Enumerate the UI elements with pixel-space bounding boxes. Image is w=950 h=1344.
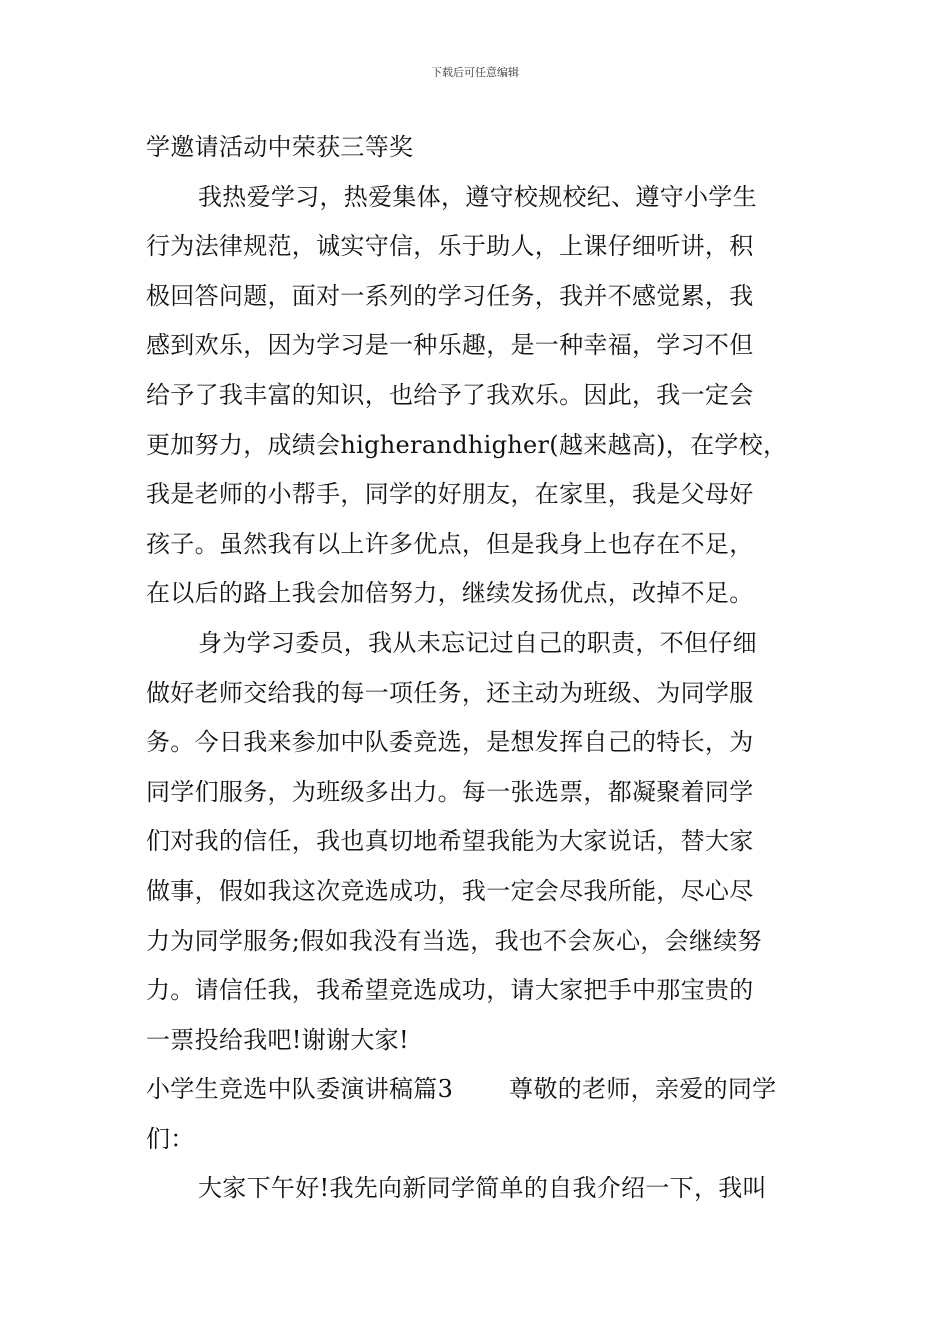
page-header-note: 下载后可任意编辑: [431, 66, 519, 79]
text-line: 更加努力，成绩会higherandhigher(越来越高)，在学校，: [146, 430, 788, 459]
text-line: 我是老师的小帮手，同学的好朋友，在家里，我是父母好: [146, 480, 754, 509]
text-line: 在以后的路上我会加倍努力，继续发扬优点，改掉不足。: [146, 579, 754, 608]
text-line: 给予了我丰富的知识，也给予了我欢乐。因此，我一定会: [146, 380, 754, 409]
text-line: 孩子。虽然我有以上许多优点，但是我身上也存在不足，: [146, 529, 754, 558]
text-line: 们：: [146, 1124, 195, 1153]
salutation: 尊敬的老师，亲爱的同学: [509, 1075, 777, 1104]
section-title-line: [146, 1065, 806, 1115]
text-line: 同学们服务，为班级多出力。每一张选票，都凝聚着同学: [146, 777, 754, 806]
text-line: 务。今日我来参加中队委竞选，是想发挥自己的特长，为: [146, 728, 754, 757]
text-line: 一票投给我吧!谢谢大家!: [146, 1025, 409, 1054]
text-line: 行为法律规范，诚实守信，乐于助人，上课仔细听讲，积: [146, 232, 754, 261]
paragraph-start-line: 身为学习委员，我从未忘记过自己的职责，不但仔细: [198, 628, 757, 657]
text-line: 力。请信任我，我希望竞选成功，请大家把手中那宝贵的: [146, 976, 754, 1005]
text-line: 做事，假如我这次竞选成功，我一定会尽我所能，尽心尽: [146, 876, 754, 905]
text-line: 学邀请活动中荣获三等奖: [146, 133, 414, 161]
text-line: 们对我的信任，我也真切地希望我能为大家说话，替大家: [146, 827, 754, 856]
section-title: 小学生竞选中队委演讲稿篇3: [146, 1075, 454, 1104]
text-line: 做好老师交给我的每一项任务，还主动为班级、为同学服: [146, 678, 754, 707]
text-line: 极回答问题，面对一系列的学习任务，我并不感觉累，我: [146, 281, 754, 310]
document-body: [146, 123, 806, 1214]
paragraph-start-line: 大家下午好!我先向新同学简单的自我介绍一下，我叫: [198, 1174, 767, 1203]
paragraph-start-line: 我热爱学习，热爱集体，遵守校规校纪、遵守小学生: [198, 182, 757, 211]
text-line: 力为同学服务;假如我没有当选，我也不会灰心，会继续努: [146, 926, 762, 955]
text-line: 感到欢乐，因为学习是一种乐趣，是一种幸福，学习不但: [146, 331, 754, 360]
